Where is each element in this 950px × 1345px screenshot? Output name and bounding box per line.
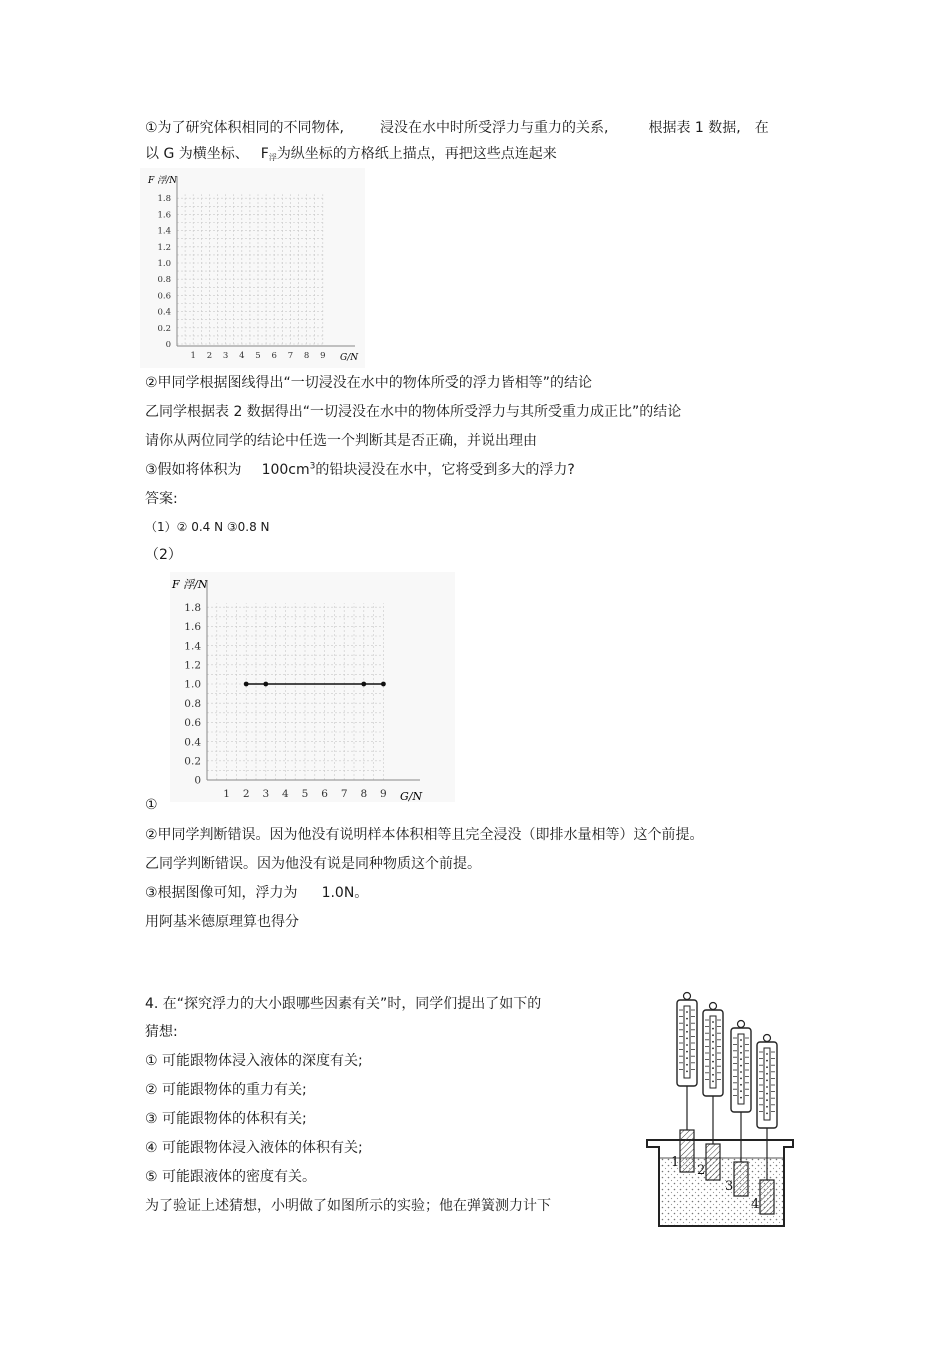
text-seg: 的铅块浸没在水中，它将受到多大的浮力? xyxy=(315,462,575,478)
object-number-label: 3 xyxy=(725,1179,734,1194)
scale-mark xyxy=(686,1024,688,1026)
scale-mark xyxy=(766,1106,768,1108)
cube-exponent: 3 xyxy=(309,461,316,472)
x-tick-label: 1 xyxy=(190,351,196,361)
y-tick-label: 1.6 xyxy=(157,210,171,221)
scale-mark xyxy=(766,1113,768,1115)
text-seg: ③假如将体积为 xyxy=(145,462,242,478)
scale-mark xyxy=(740,1097,742,1099)
scale-mark xyxy=(686,1018,688,1020)
x-axis-label: G/N xyxy=(340,353,359,363)
answer-part2: （2） xyxy=(145,547,182,563)
scale-mark xyxy=(712,1081,714,1083)
answer-mark-1: ① xyxy=(145,797,158,813)
scale-mark xyxy=(712,1041,714,1043)
x-tick-label: 4 xyxy=(239,351,245,361)
scale-mark xyxy=(712,1028,714,1030)
x-tick-label: 5 xyxy=(301,788,309,800)
scale-mark xyxy=(766,1099,768,1101)
y-tick-label: 0.8 xyxy=(157,275,171,286)
scale-mark xyxy=(740,1046,742,1048)
scale-mark xyxy=(740,1078,742,1080)
immersed-object xyxy=(706,1144,720,1180)
question-3 xyxy=(145,460,575,480)
question-2c: 请你从两位同学的结论中任选一个判断其是否正确，并说出理由 xyxy=(145,433,537,449)
scale-mark xyxy=(766,1060,768,1062)
data-point xyxy=(361,682,366,687)
scale-mark xyxy=(740,1052,742,1054)
y-tick-label: 0 xyxy=(194,774,201,787)
scale-mark xyxy=(712,1067,714,1069)
text-seg: 为纵坐标的方格纸上描点，再把这些点连起来 xyxy=(276,146,557,162)
y-tick-label: 0.6 xyxy=(157,291,171,302)
scale-hook-ring xyxy=(710,1003,717,1010)
object-number-label: 2 xyxy=(697,1163,706,1178)
y-tick-label: 0.4 xyxy=(157,307,171,318)
blank-grid-graph xyxy=(140,168,365,368)
data-point xyxy=(244,682,249,687)
x-tick-label: 9 xyxy=(380,788,387,800)
text-seg: ①为了研究体积相同的不同物体, xyxy=(145,120,345,136)
scale-mark xyxy=(766,1073,768,1075)
scale-mark xyxy=(740,1065,742,1067)
answer-2a: ②甲同学判断错误。因为他没有说明样本体积相等且完全浸没（即排水量相等）这个前提。 xyxy=(145,827,704,843)
q4-item: ③ 可能跟物体的体积有关; xyxy=(145,1111,307,1127)
y-tick-label: 0.2 xyxy=(157,323,171,334)
immersed-object xyxy=(680,1130,694,1172)
x-tick-labels xyxy=(190,351,325,361)
immersed-object xyxy=(760,1180,774,1214)
y-axis-label: F 浮/N xyxy=(172,578,208,591)
q3-instruction-line1 xyxy=(145,118,769,138)
q4-stem-line2: 猜想: xyxy=(145,1024,178,1040)
scale-hook-ring xyxy=(738,1021,745,1028)
answer-part1: （1）② 0.4 N ③0.8 N xyxy=(145,520,270,534)
data-point xyxy=(381,682,386,687)
scale-mark xyxy=(740,1071,742,1073)
subscript-buoyancy: 浮 xyxy=(268,153,277,162)
question-2a: ②甲同学根据图线得出“一切浸没在水中的物体所受的浮力皆相等”的结论 xyxy=(145,375,593,391)
x-tick-label: 1 xyxy=(223,788,230,800)
scale-hook-ring xyxy=(684,993,691,1000)
y-tick-label: 1.8 xyxy=(184,601,201,614)
x-tick-label: 7 xyxy=(287,351,294,361)
volume-value: 100cm xyxy=(261,462,310,478)
scale-mark xyxy=(740,1090,742,1092)
text-seg: 根据表 1 数据, xyxy=(648,120,741,136)
q4-stem-line1: 4. 在“探究浮力的大小跟哪些因素有关”时，同学们提出了如下的 xyxy=(145,996,542,1012)
scale-mark xyxy=(766,1080,768,1082)
object-number-label: 1 xyxy=(671,1155,680,1170)
scale-mark xyxy=(686,1057,688,1059)
scale-mark xyxy=(712,1054,714,1056)
scale-mark xyxy=(766,1086,768,1088)
scale-mark xyxy=(712,1074,714,1076)
answer-3-note: 用阿基米德原理算也得分 xyxy=(145,914,299,930)
x-tick-label: 6 xyxy=(321,788,328,800)
scale-mark xyxy=(766,1053,768,1055)
question-2b: 乙同学根据表 2 数据得出“一切浸没在水中的物体所受浮力与其所受重力成正比”的结论 xyxy=(145,404,682,420)
y-tick-label: 1.8 xyxy=(157,194,171,205)
x-tick-label: 3 xyxy=(222,351,229,361)
scale-mark xyxy=(686,1044,688,1046)
y-tick-label: 1.0 xyxy=(157,258,171,269)
data-point xyxy=(263,682,268,687)
x-tick-label: 6 xyxy=(271,351,277,361)
scale-mark xyxy=(766,1066,768,1068)
y-tick-label: 0.6 xyxy=(184,717,201,730)
text-seg: 在 xyxy=(754,120,769,136)
y-tick-label: 0.4 xyxy=(184,736,201,749)
x-tick-label: 8 xyxy=(303,351,310,361)
y-tick-label: 0.8 xyxy=(184,697,201,710)
answer-3 xyxy=(145,883,368,903)
q3-instruction-line2 xyxy=(145,144,557,168)
y-tick-label: 1.4 xyxy=(157,226,171,237)
x-tick-labels xyxy=(223,788,386,800)
y-tick-label: 0.2 xyxy=(184,755,201,768)
scale-mark xyxy=(712,1034,714,1036)
answer-graph xyxy=(170,572,455,802)
scale-mark xyxy=(686,1011,688,1013)
y-axis-label: F 浮/N xyxy=(148,176,178,186)
x-tick-label: 8 xyxy=(360,788,368,800)
text-seg: ③根据图像可知，浮力为 xyxy=(145,885,298,901)
q4-item: ② 可能跟物体的重力有关; xyxy=(145,1082,307,1098)
symbol-f: F xyxy=(260,146,269,162)
y-tick-label: 0 xyxy=(165,339,171,350)
scale-hook-ring xyxy=(764,1035,771,1042)
y-tick-label: 1.0 xyxy=(184,678,201,691)
x-axis-label: G/N xyxy=(400,790,423,802)
object-number-label: 4 xyxy=(751,1197,760,1212)
q4-item: ① 可能跟物体浸入液体的深度有关; xyxy=(145,1053,363,1069)
scale-mark xyxy=(686,1051,688,1053)
scale-mark xyxy=(766,1093,768,1095)
answer-label: 答案: xyxy=(145,491,178,507)
immersed-object xyxy=(734,1162,748,1196)
q4-tail: 为了验证上述猜想，小明做了如图所示的实验；他在弹簧测力计下 xyxy=(145,1198,551,1214)
scale-mark xyxy=(740,1039,742,1041)
q4-item: ④ 可能跟物体浸入液体的体积有关; xyxy=(145,1140,363,1156)
x-tick-label: 2 xyxy=(206,351,213,361)
y-tick-label: 1.6 xyxy=(184,621,201,634)
scale-mark xyxy=(712,1061,714,1063)
scale-mark xyxy=(686,1038,688,1040)
x-tick-label: 3 xyxy=(262,788,270,800)
x-tick-label: 7 xyxy=(340,788,348,800)
scale-mark xyxy=(740,1084,742,1086)
y-tick-label: 1.4 xyxy=(184,640,201,653)
q4-item: ⑤ 可能跟液体的密度有关。 xyxy=(145,1169,317,1185)
y-tick-label: 1.2 xyxy=(184,659,201,672)
answer-2b: 乙同学判断错误。因为他没有说是同种物质这个前提。 xyxy=(145,856,481,872)
x-tick-label: 5 xyxy=(255,351,261,361)
x-tick-label: 9 xyxy=(320,351,326,361)
x-tick-label: 2 xyxy=(242,788,250,800)
scale-mark xyxy=(686,1071,688,1073)
scale-mark xyxy=(740,1058,742,1060)
y-tick-label: 1.2 xyxy=(157,242,171,253)
buoyancy-value: 1.0N。 xyxy=(321,885,369,901)
spring-scale-apparatus-illustration xyxy=(643,990,803,1235)
scale-mark xyxy=(712,1048,714,1050)
x-tick-label: 4 xyxy=(282,788,289,800)
scale-mark xyxy=(686,1064,688,1066)
text-seg: 以 G 为横坐标、 xyxy=(145,146,249,162)
scale-mark xyxy=(686,1031,688,1033)
text-seg: 浸没在水中时所受浮力与重力的关系, xyxy=(380,120,609,136)
scale-mark xyxy=(712,1021,714,1023)
